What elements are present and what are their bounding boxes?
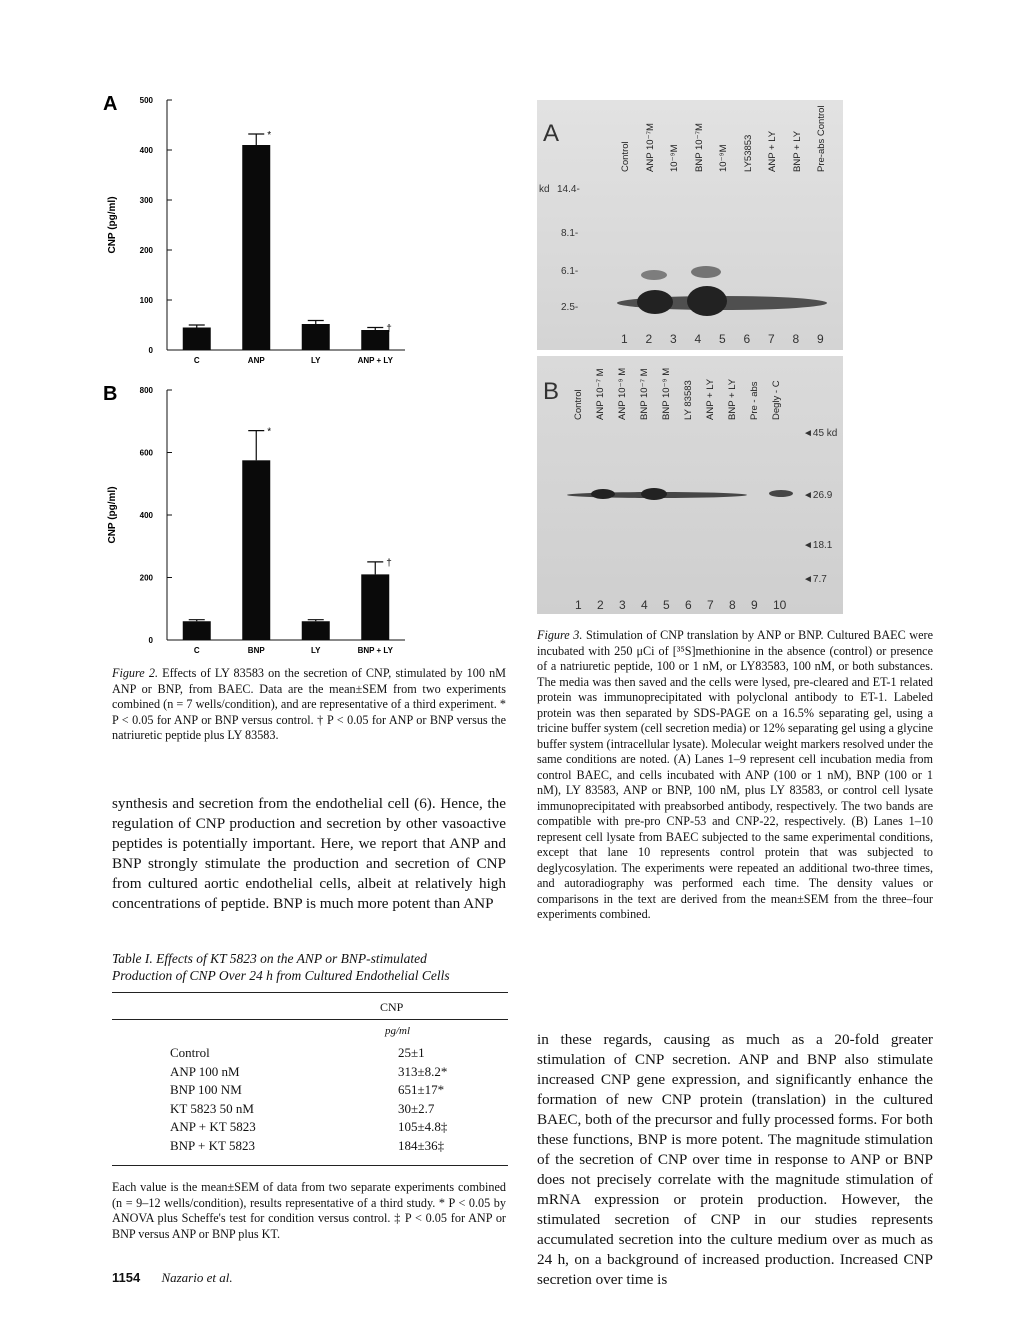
significance-marker: * bbox=[267, 130, 272, 141]
figure-3-caption-text: Stimulation of CNP translation by ANP or BNP. Cultured BAEC were incubated with 250 μCi of [³⁵S]methionine in the absence (control) or presence of a natriuretic peptide, 100 or 1 nM, or LY83583, 100 nM, or both substances. The media was then saved and the cells were lysed, pre-cleared and ET-1 related protein was immunoprecipitated with polyclonal antibody to ET-1. Labeled protein was then separated by SDS-PAGE on a 16.5% separating gel, using a tricine buffer system (cell secretion media) or 12% separating gel using a glycine buffer system (intracellular lysate). Molecular weight markers resolved under the same conditions are noted. (A) Lanes 1–9 represent cell incubation media from control BAEC, and cells incubated with ANP (100 or 1 nM), BNP (100 or 1 nM), LY 83583, ANP or BNP, 100 nM, plus LY 83583, or control cell lysate immunoprecipitated with preabsorbed antibody, respectively. The two bands are compatible with pre-pro CNP-53 and CNP-22, respectively. (B) Lanes 1–10 represent cell lysate from BAEC subjected to the same experimental conditions, except that lane 10 represents control protein that was subjected to deglycosylation. The experiments were repeated an additional two-three times, and autoradiography was performed each time. The density values or comparisons in the text are derived from the mean±SEM from the three–four experiments combined. bbox=[537, 628, 933, 921]
lane-label: BNP + LY bbox=[791, 130, 803, 172]
table-top-rule bbox=[112, 992, 508, 993]
table-unit: pg/ml bbox=[385, 1025, 411, 1037]
lane-label: LY53853 bbox=[742, 134, 754, 172]
table-1-title-line2: Production of CNP Over 24 h from Cultured Endothelial Cells bbox=[112, 968, 450, 983]
lane-label: Degly - C bbox=[771, 380, 782, 420]
lane-label: BNP 10⁻⁷M bbox=[693, 123, 705, 172]
table-col-header: CNP bbox=[380, 1000, 404, 1014]
running-authors: Nazario et al. bbox=[161, 1270, 233, 1285]
mw-marker: 14.4- bbox=[557, 184, 580, 195]
x-tick-label: BNP + LY bbox=[357, 646, 393, 655]
x-tick-label: ANP bbox=[247, 356, 265, 365]
lane-label: Pre - abs bbox=[749, 381, 760, 420]
gel-band bbox=[687, 286, 727, 316]
y-axis-label: CNP (pg/ml) bbox=[107, 486, 118, 544]
significance-marker: † bbox=[386, 323, 392, 335]
mw-marker: 2.5- bbox=[561, 302, 579, 313]
gel-band bbox=[641, 270, 667, 280]
mw-marker: ◄26.9 bbox=[803, 490, 833, 501]
table-row-value: 105±4.8‡ bbox=[398, 1119, 448, 1135]
table-1-title-line1: Table I. Effects of KT 5823 on the ANP or BNP-stimulated bbox=[112, 951, 427, 966]
lane-number: 9 bbox=[751, 598, 758, 612]
x-tick-label: C bbox=[193, 646, 200, 655]
bar bbox=[242, 460, 270, 640]
gel-band bbox=[641, 488, 667, 500]
mw-unit-label: kd bbox=[539, 184, 550, 195]
lane-number: 3 bbox=[670, 332, 677, 346]
table-row bbox=[170, 1137, 447, 1156]
mw-marker: ◄45 kd bbox=[803, 428, 838, 439]
bar bbox=[361, 330, 389, 350]
lane-label: BNP + LY bbox=[727, 378, 738, 420]
table-row bbox=[170, 1118, 447, 1137]
mw-marker: ◄7.7 bbox=[803, 574, 827, 585]
figure-2a-chart bbox=[95, 88, 425, 368]
table-1-footnote: Each value is the mean±SEM of data from two separate experiments combined (n = 9–12 wells/condition), results representative of a third study. * P < 0.05 by ANOVA plus Scheffe's test for condition versus control. ‡ P < 0.05 for ANP or BNP versus ANP or BNP plus KT. bbox=[112, 1180, 506, 1241]
y-tick-label: 400 bbox=[139, 146, 153, 155]
table-bottom-rule bbox=[112, 1165, 508, 1166]
lane-label: ANP + LY bbox=[767, 130, 778, 172]
table-row-value: 184±36‡ bbox=[398, 1137, 445, 1153]
table-row-value: 25±1 bbox=[398, 1045, 425, 1061]
lane-number: 2 bbox=[645, 332, 653, 346]
lane-label: 10⁻⁹M bbox=[718, 144, 729, 172]
lane-label: BNP 10⁻⁷ M bbox=[639, 368, 650, 420]
y-tick-label: 800 bbox=[139, 386, 153, 395]
page-number: 1154 bbox=[112, 1270, 141, 1285]
y-tick-label: 100 bbox=[139, 296, 153, 305]
bar bbox=[302, 621, 330, 640]
lane-number: 5 bbox=[663, 598, 670, 612]
table-row-value: 313±8.2* bbox=[398, 1063, 448, 1079]
lane-number: 4 bbox=[641, 598, 648, 612]
lane-number: 5 bbox=[719, 332, 726, 346]
lane-number: 6 bbox=[685, 598, 692, 612]
table-row-value: 30±2.7 bbox=[398, 1100, 435, 1116]
lane-label: LY 83583 bbox=[683, 380, 694, 420]
x-tick-label: LY bbox=[311, 356, 321, 365]
left-body-paragraph: synthesis and secretion from the endothelial cell (6). Hence, the regulation of CNP production and secretion by other vasoactive peptides is potentially important. Here, we report that ANP and BNP strongly stimulate the production and secretion of CNP from cultured aortic endothelial cells, albeit at relatively high concentrations of peptide. BNP is much more potent than ANP bbox=[112, 795, 506, 912]
gel-band bbox=[591, 489, 615, 499]
lane-label: ANP 10⁻⁹ M bbox=[617, 367, 628, 420]
figure-3-label: Figure 3. bbox=[537, 628, 583, 642]
x-tick-label: BNP bbox=[247, 646, 265, 655]
lane-label: ANP 10⁻⁷M bbox=[644, 123, 656, 172]
table-row bbox=[170, 1044, 447, 1063]
mw-marker: 6.1- bbox=[561, 266, 579, 277]
x-tick-label: LY bbox=[311, 646, 321, 655]
table-row-label: BNP + KT 5823 bbox=[170, 1137, 255, 1153]
lane-number: 4 bbox=[694, 332, 702, 346]
significance-marker: † bbox=[386, 557, 392, 569]
y-tick-label: 300 bbox=[139, 196, 153, 205]
figure-2-caption-text: Effects of LY 83583 on the secretion of CNP, stimulated by 100 nM ANP or BNP, from BAEC. Data are the mean±SEM from two experiments combined (n = 7 wells/condition), and are representative of a third experiment. * P < 0.05 for ANP or BNP versus control. † P < 0.05 for ANP or BNP versus the natriuretic peptide plus LY 83583. bbox=[112, 666, 507, 743]
lane-number: 2 bbox=[597, 598, 604, 612]
y-tick-label: 200 bbox=[139, 573, 153, 583]
bar bbox=[242, 145, 270, 350]
y-tick-label: 400 bbox=[139, 511, 153, 520]
lane-number: 1 bbox=[621, 332, 628, 346]
table-row-label: ANP 100 nM bbox=[170, 1063, 240, 1079]
lane-number: 10 bbox=[773, 598, 787, 612]
figure-3a-gel bbox=[537, 100, 843, 350]
lane-number: 3 bbox=[619, 598, 626, 612]
x-tick-label: ANP + LY bbox=[357, 356, 393, 365]
lane-number: 7 bbox=[707, 598, 714, 612]
lane-label: Pre-abs Control bbox=[816, 105, 827, 172]
figure-2b-chart bbox=[95, 378, 425, 658]
page-footer bbox=[112, 1270, 233, 1286]
gel-band bbox=[637, 290, 673, 314]
y-tick-label: 200 bbox=[139, 246, 153, 255]
table-row-value: 651±17* bbox=[398, 1082, 445, 1098]
x-tick-label: C bbox=[193, 356, 200, 365]
panel-letter: B bbox=[103, 383, 118, 405]
gel-band bbox=[769, 490, 793, 497]
lane-number: 7 bbox=[768, 332, 775, 346]
lane-number: 8 bbox=[729, 598, 736, 612]
bar bbox=[302, 324, 330, 350]
table-row-label: Control bbox=[170, 1045, 210, 1061]
right-body-paragraph: in these regards, causing as much as a 20-fold greater stimulation of CNP secretion. ANP and BNP also stimulate increased CNP gene expression, and significantly enhance the formation of new CNP protein (translation) in the cultured BAEC, both of the precursor and fully processed forms. For both these functions, BNP is more potent. The magnitude stimulation of the secretion of CNP over time in response to ANP or BNP does not precisely correlate with the magnitude stimulation of mRNA expression or protein production. However, the stimulated secretion of CNP in our studies represents accumulated secretion into the culture medium over as much as 24 h, on a background of increased production. Increased CNP secretion over time is bbox=[537, 1031, 933, 1288]
lane-number: 8 bbox=[792, 332, 800, 346]
y-tick-label: 0 bbox=[148, 636, 153, 645]
figure-2-caption bbox=[112, 666, 506, 744]
table-row bbox=[170, 1081, 447, 1100]
mw-marker: 8.1- bbox=[561, 228, 579, 239]
y-tick-label: 500 bbox=[139, 96, 153, 105]
figure-2-label: Figure 2. bbox=[112, 666, 158, 680]
lane-label: ANP + LY bbox=[705, 378, 716, 420]
table-row bbox=[170, 1100, 447, 1119]
lane-label: ANP 10⁻⁷ M bbox=[595, 368, 606, 420]
table-1-body bbox=[170, 1044, 447, 1155]
mw-marker: ◄18.1 bbox=[803, 540, 833, 551]
figure-3-caption bbox=[537, 628, 933, 923]
bar bbox=[183, 621, 211, 640]
y-tick-label: 0 bbox=[148, 346, 153, 355]
table-row-label: ANP + KT 5823 bbox=[170, 1119, 256, 1135]
bar bbox=[361, 574, 389, 640]
bar bbox=[183, 328, 211, 351]
lane-label: Control bbox=[620, 141, 631, 172]
lane-number: 9 bbox=[817, 332, 824, 346]
figure-3b-gel bbox=[537, 356, 843, 614]
significance-marker: * bbox=[267, 426, 272, 438]
gel-band bbox=[691, 266, 721, 278]
lane-number: 6 bbox=[743, 332, 751, 346]
y-axis-label: CNP (pg/ml) bbox=[107, 196, 118, 254]
table-row bbox=[170, 1063, 447, 1082]
lane-label: BNP 10⁻⁹ M bbox=[661, 367, 672, 420]
lane-number: 1 bbox=[575, 598, 582, 612]
panel-letter: A bbox=[103, 93, 118, 115]
table-header-rule bbox=[112, 1019, 508, 1020]
table-row-label: BNP 100 NM bbox=[170, 1082, 242, 1098]
lane-label: 10⁻⁹M bbox=[669, 144, 680, 172]
y-tick-label: 600 bbox=[139, 448, 153, 458]
table-row-label: KT 5823 50 nM bbox=[170, 1100, 254, 1116]
figure-3a-letter: A bbox=[543, 120, 560, 147]
lane-label: Control bbox=[573, 389, 584, 420]
figure-3b-letter: B bbox=[543, 378, 560, 405]
